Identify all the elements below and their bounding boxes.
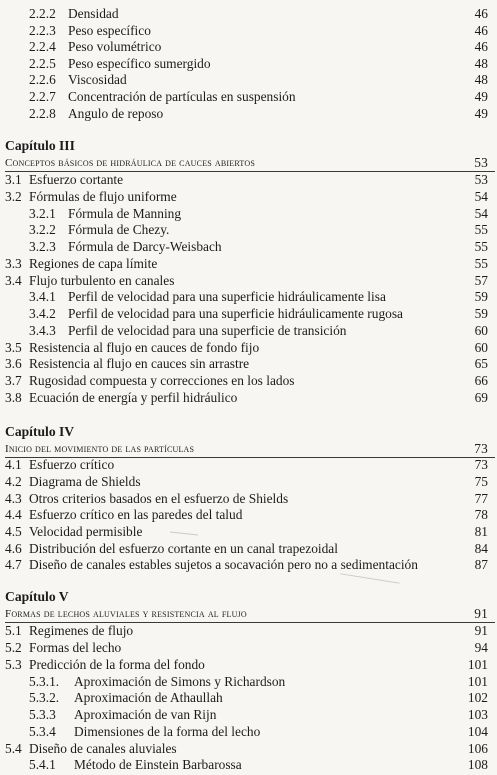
toc-entry [0, 657, 497, 673]
entry-page: 60 [474, 323, 488, 338]
entry-page: 84 [474, 541, 488, 556]
entry-title: Angulo de reposo [68, 106, 164, 121]
entry-title: Otros criterios basados en el esfuerzo de Shields [29, 491, 289, 506]
entry-page: 81 [474, 524, 488, 539]
entry-page: 57 [474, 273, 488, 288]
entry-number: 5.3 [5, 657, 22, 672]
toc-entry [0, 457, 497, 473]
entry-title: Perfil de velocidad para una superficie de transición [68, 323, 347, 338]
entry-page: 48 [474, 72, 488, 87]
entry-page: 49 [474, 89, 488, 104]
entry-page: 65 [474, 356, 488, 371]
entry-page: 104 [467, 724, 488, 739]
chapter-page: 53 [474, 155, 488, 170]
chapter-subtitle: Inicio del movimiento de las partículas [5, 443, 195, 455]
entry-page: 53 [474, 172, 488, 187]
entry-page: 54 [474, 206, 488, 221]
entry-title: Aproximación de Athaullah [74, 690, 223, 705]
toc-entry [0, 640, 497, 656]
chapter-page: 73 [474, 441, 488, 456]
entry-number: 2.2.8 [29, 106, 56, 121]
chapter-subtitle-row [0, 606, 497, 622]
entry-page: 55 [474, 256, 488, 271]
entry-page: 77 [474, 491, 488, 506]
entry-title: Esfuerzo crítico [29, 457, 115, 472]
entry-number: 3.3 [5, 256, 22, 271]
toc-entry [0, 273, 497, 289]
toc-entry [0, 289, 497, 305]
entry-page: 46 [474, 23, 488, 38]
entry-title: Regiones de capa límite [29, 256, 158, 271]
entry-page: 73 [474, 457, 488, 472]
toc-entry [0, 524, 497, 540]
entry-page: 94 [474, 640, 488, 655]
entry-page: 75 [474, 474, 488, 489]
entry-page: 103 [467, 707, 488, 722]
toc-entry [0, 256, 497, 272]
entry-page: 102 [467, 690, 488, 705]
toc-entry [0, 623, 497, 639]
toc-entry [0, 89, 497, 105]
entry-page: 69 [474, 390, 488, 405]
entry-number: 4.7 [5, 557, 22, 572]
entry-number: 2.2.4 [29, 39, 56, 54]
entry-title: Formas del lecho [29, 640, 122, 655]
toc-entry [0, 724, 497, 740]
entry-number: 5.4.1 [29, 757, 56, 772]
entry-number: 3.1 [5, 172, 22, 187]
entry-title: Perfil de velocidad para una superficie hidráulicamente lisa [68, 289, 386, 304]
entry-page: 91 [474, 623, 488, 638]
entry-title: Fórmula de Chezy. [68, 222, 170, 237]
entry-title: Velocidad permisible [29, 524, 143, 539]
entry-title: Resistencia al flujo en cauces sin arrastre [29, 356, 250, 371]
entry-number: 3.8 [5, 390, 22, 405]
toc-entry [0, 172, 497, 188]
entry-title: Fórmula de Darcy-Weisbach [68, 239, 222, 254]
entry-number: 3.4.3 [29, 323, 56, 338]
toc-entry [0, 206, 497, 222]
entry-number: 3.4.1 [29, 289, 56, 304]
toc-entry [0, 474, 497, 490]
entry-number: 4.6 [5, 541, 22, 556]
entry-page: 54 [474, 189, 488, 204]
entry-title: Aproximación de van Rijn [74, 707, 217, 722]
toc-entry [0, 390, 497, 406]
chapter-subtitle: Formas de lechos aluviales y resistencia al flujo [5, 608, 247, 620]
toc-entry [0, 239, 497, 255]
entry-number: 3.4 [5, 273, 22, 288]
entry-title: Densidad [68, 6, 119, 21]
entry-title: Fórmula de Manning [68, 206, 182, 221]
entry-title: Esfuerzo cortante [29, 172, 124, 187]
chapter-heading: Capítulo V [5, 589, 69, 604]
entry-title: Aproximación de Simons y Richardson [74, 674, 286, 689]
entry-page: 101 [467, 674, 488, 689]
toc-entry [0, 491, 497, 507]
entry-page: 48 [474, 56, 488, 71]
scan-smudge [340, 573, 399, 583]
entry-number: 3.4.2 [29, 306, 56, 321]
entry-number: 3.2.1 [29, 206, 56, 221]
toc-entry [0, 690, 497, 706]
entry-number: 2.2.5 [29, 56, 56, 71]
entry-number: 4.4 [5, 507, 22, 522]
entry-number: 2.2.3 [29, 23, 56, 38]
entry-number: 3.2.2 [29, 222, 56, 237]
entry-page: 101 [467, 657, 488, 672]
toc-entry [0, 373, 497, 389]
entry-title: Rugosidad compuesta y correcciones en los lados [29, 373, 295, 388]
entry-page: 108 [467, 757, 488, 772]
entry-page: 87 [474, 557, 488, 572]
entry-number: 3.5 [5, 340, 22, 355]
entry-title: Diseño de canales estables sujetos a socavación pero no a sedimentación [29, 557, 418, 572]
entry-title: Peso específico [68, 23, 151, 38]
entry-title: Diseño de canales aluviales [29, 741, 177, 756]
toc-entry [0, 507, 497, 523]
entry-page: 46 [474, 6, 488, 21]
chapter-page: 91 [474, 606, 488, 621]
entry-number: 2.2.7 [29, 89, 56, 104]
toc-entry [0, 189, 497, 205]
entry-title: Regimenes de flujo [29, 623, 134, 638]
toc-entry [0, 340, 497, 356]
chapter-subtitle-row [0, 155, 497, 171]
entry-page: 78 [474, 507, 488, 522]
entry-number: 5.2 [5, 640, 22, 655]
toc-entry [0, 39, 497, 55]
toc-entry [0, 72, 497, 88]
entry-number: 5.3.4 [29, 724, 56, 739]
toc-entry [0, 741, 497, 757]
entry-page: 66 [474, 373, 488, 388]
entry-page: 106 [467, 741, 488, 756]
entry-page: 55 [474, 222, 488, 237]
toc-entry [0, 56, 497, 72]
chapter-heading: Capítulo III [5, 138, 75, 153]
entry-page: 49 [474, 106, 488, 121]
entry-title: Peso específico sumergido [68, 56, 211, 71]
entry-number: 3.7 [5, 373, 22, 388]
entry-page: 59 [474, 306, 488, 321]
toc-entry [0, 541, 497, 557]
entry-number: 5.3.3 [29, 707, 56, 722]
entry-title: Predicción de la forma del fondo [29, 657, 205, 672]
toc-entry [0, 106, 497, 122]
entry-number: 5.1 [5, 623, 22, 638]
chapter-subtitle: Conceptos básicos de hidráulica de cauces abiertos [5, 157, 255, 169]
entry-page: 55 [474, 239, 488, 254]
entry-number: 2.2.2 [29, 6, 56, 21]
entry-title: Ecuación de energía y perfil hidráulico [29, 390, 238, 405]
entry-number: 3.2.3 [29, 239, 56, 254]
chapter-subtitle-row [0, 441, 497, 457]
entry-title: Distribución del esfuerzo cortante en un canal trapezoidal [29, 541, 338, 556]
toc-entry [0, 674, 497, 690]
entry-title: Viscosidad [68, 72, 127, 87]
toc-entry [0, 323, 497, 339]
entry-number: 3.2 [5, 189, 22, 204]
entry-number: 4.5 [5, 524, 22, 539]
entry-title: Esfuerzo crítico en las paredes del talud [29, 507, 243, 522]
entry-title: Concentración de partículas en suspensión [68, 89, 296, 104]
entry-number: 4.1 [5, 457, 22, 472]
entry-number: 4.2 [5, 474, 22, 489]
toc-entry [0, 356, 497, 372]
entry-number: 2.2.6 [29, 72, 56, 87]
toc-entry [0, 707, 497, 723]
entry-title: Método de Einstein Barbarossa [74, 757, 242, 772]
entry-title: Perfil de velocidad para una superficie hidráulicamente rugosa [68, 306, 403, 321]
chapter-heading: Capítulo IV [5, 424, 75, 439]
entry-page: 59 [474, 289, 488, 304]
toc-entry [0, 557, 497, 573]
entry-title: Flujo turbulento en canales [29, 273, 175, 288]
toc-entry [0, 306, 497, 322]
entry-number: 5.3.1. [29, 674, 60, 689]
entry-number: 5.3.2. [29, 690, 60, 705]
entry-title: Dimensiones de la forma del lecho [74, 724, 261, 739]
entry-title: Fórmulas de flujo uniforme [29, 189, 177, 204]
toc-entry [0, 6, 497, 22]
entry-page: 46 [474, 39, 488, 54]
entry-number: 3.6 [5, 356, 22, 371]
toc-entry [0, 23, 497, 39]
entry-page: 60 [474, 340, 488, 355]
entry-number: 4.3 [5, 491, 22, 506]
entry-title: Diagrama de Shields [29, 474, 141, 489]
entry-title: Peso volumétrico [68, 39, 162, 54]
toc-entry [0, 757, 497, 773]
entry-number: 5.4 [5, 741, 22, 756]
entry-title: Resistencia al flujo en cauces de fondo fijo [29, 340, 260, 355]
toc-entry [0, 222, 497, 238]
